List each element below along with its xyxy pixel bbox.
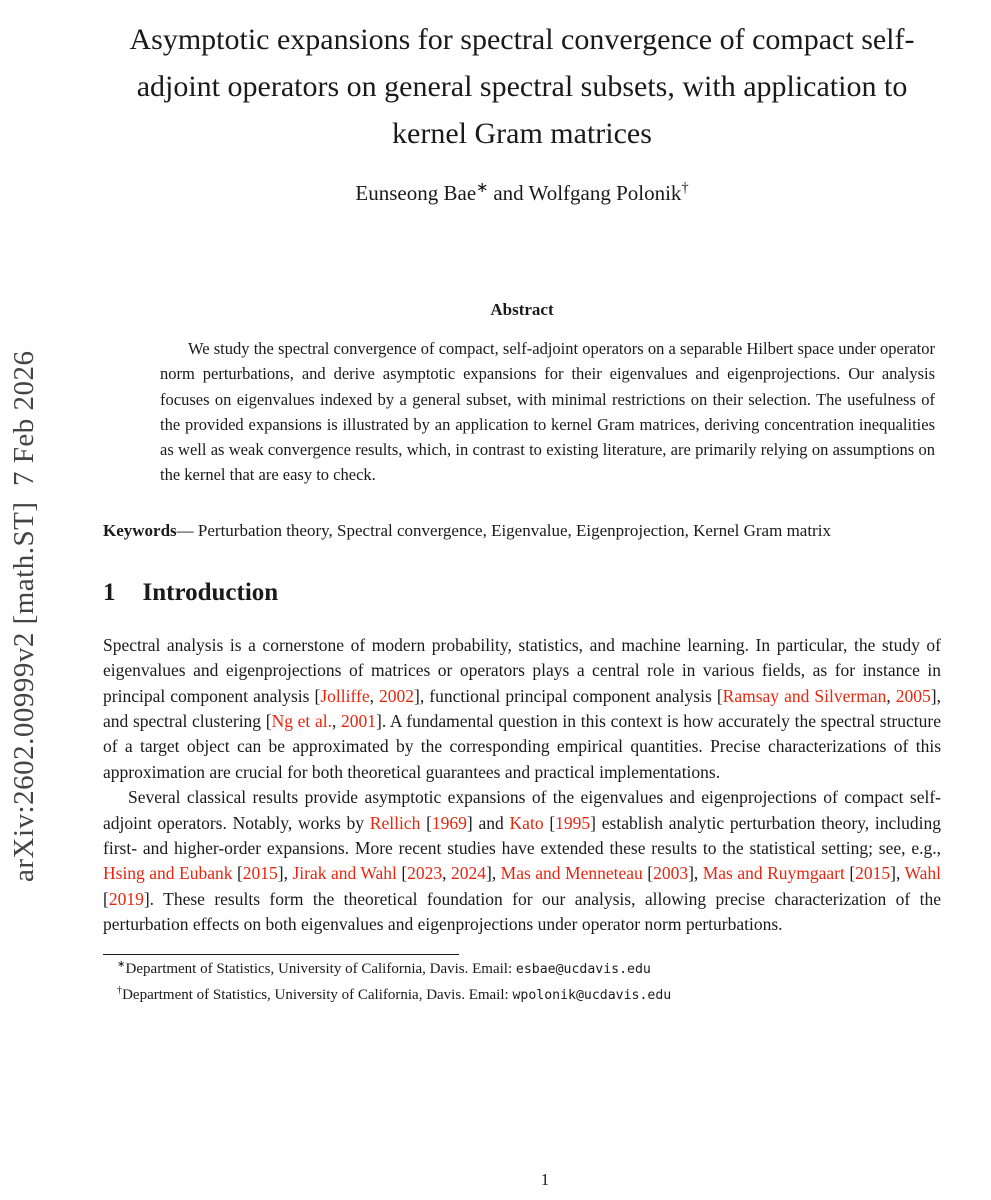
page-number: 1	[540, 1170, 550, 1189]
text-segment: ,	[369, 685, 380, 706]
email-text: esbae@ucdavis.edu	[515, 961, 651, 977]
paper-title: Asymptotic expansions for spectral convergence of compact self-adjoint operators on general spectral subsets, with application to kernel Gram matrices	[129, 23, 915, 150]
section-heading-introduction	[103, 579, 941, 607]
citation-link[interactable]: Jirak and Wahl	[292, 863, 397, 884]
abstract-heading: Abstract	[490, 300, 554, 319]
text-segment: [	[103, 888, 109, 909]
text-segment: [	[642, 863, 654, 884]
email-text: wpolonik@ucdavis.edu	[512, 987, 672, 1003]
footnote-rule	[103, 954, 459, 955]
superscript-marker: †	[681, 180, 689, 196]
citation-link[interactable]: 2015	[855, 863, 891, 884]
text-segment: ] establish analytic perturbation theory, including first- and higher-order expansions. More recent studies have extended these results to the statistical setting; see, e.g.,	[103, 812, 941, 859]
text-segment: ] and	[466, 812, 510, 833]
text-segment: ],	[890, 863, 905, 884]
text-segment: — Perturbation theory, Spectral convergence, Eigenvalue, Eigenprojection, Kernel Gram matrix	[176, 520, 831, 540]
text-segment: ], and spectral clustering [	[103, 685, 941, 731]
citation-link[interactable]: 2015	[242, 863, 278, 884]
citation-link[interactable]: Mas and Menneteau	[500, 863, 643, 884]
citation-link[interactable]: 2005	[895, 685, 931, 706]
citation-link[interactable]: Hsing and Eubank	[103, 863, 233, 884]
text-segment: ],	[688, 863, 703, 884]
section-title: Introduction	[142, 578, 279, 606]
intro-paragraph-1	[103, 633, 941, 785]
citation-link[interactable]: Ramsay and Silverman	[722, 685, 887, 706]
text-segment: Eunseong Bae	[355, 181, 477, 205]
text-segment: ]. A fundamental question in this context is how accurately the spectral structure of a target object can be approximated by the corresponding empirical quantities. Precise characterizations of this approximation are crucial for both theoretical guarantees and practical implementations.	[103, 711, 941, 782]
intro-paragraph-2	[103, 785, 941, 937]
text-segment: and Wolfgang Polonik	[488, 181, 682, 205]
citation-link[interactable]: Rellich	[369, 812, 421, 833]
footnote-author-2	[103, 984, 941, 1007]
superscript-marker: †	[117, 984, 123, 996]
citation-link[interactable]: Wahl	[904, 863, 941, 884]
abstract-text: We study the spectral convergence of compact, self-adjoint operators on a separable Hilbert space under operator norm perturbations, and derive asymptotic expansions for their eigenvalues and eigenprojections. Our analysis focuses on eigenvalues indexed by a general subset, with minimal restrictions on their selection. The usefulness of the provided expansions is illustrated by an application to kernel Gram matrices, deriving concentration inequalities as well as weak convergence results, which, in contrast to existing literature, are primarily relying on assumptions on the kernel that are easy to check.	[160, 339, 935, 485]
citation-link[interactable]: 2003	[653, 863, 689, 884]
author-line	[103, 181, 941, 206]
text-segment: ,	[331, 711, 342, 731]
footnote-author-1	[103, 958, 941, 981]
section-number: 1	[103, 578, 116, 606]
citation-link[interactable]: 1995	[555, 812, 591, 833]
citation-link[interactable]: 1969	[431, 812, 467, 833]
text-segment: Department of Statistics, University of California, Davis. Email:	[122, 986, 513, 1003]
text-segment: ]. These results form the theoretical foundation for our analysis, allowing precise characterization of the perturbation effects on both eigenvalues and eigenprojections under operator norm perturbations.	[103, 888, 941, 935]
citation-link[interactable]: Mas and Ruymgaart	[702, 863, 845, 884]
text-segment: ],	[486, 863, 501, 884]
text-segment: ,	[886, 685, 896, 706]
citation-link[interactable]: 2023	[407, 863, 443, 884]
citation-link[interactable]: 2019	[108, 888, 144, 909]
text-segment: ,	[442, 863, 451, 884]
citation-link[interactable]: 2001	[341, 711, 377, 731]
superscript-marker: ∗	[117, 958, 126, 970]
keywords-line	[103, 518, 941, 543]
keywords-label: Keywords	[103, 520, 177, 540]
citation-link[interactable]: Ng et al.	[271, 711, 332, 731]
citation-link[interactable]: Jolliffe	[320, 685, 370, 706]
text-segment: [	[232, 863, 243, 884]
paper-content	[103, 0, 941, 1007]
text-segment: ], functional principal component analysis [	[414, 685, 723, 706]
text-segment: ],	[277, 863, 293, 884]
citation-link[interactable]: 2002	[379, 685, 415, 706]
text-segment: [	[396, 863, 408, 884]
arxiv-watermark: arXiv:2602.00999v2 [math.ST] 7 Feb 2026	[8, 350, 40, 882]
text-segment: Spectral analysis is a cornerstone of modern probability, statistics, and machine learning. In particular, the study of eigenvalues and eigenprojections of matrices or operators plays a central role in various fields, as for instance in principal component analysis [	[103, 634, 941, 706]
text-segment: Several classical results provide asymptotic expansions of the eigenvalues and eigenprojections of compact self-adjoint operators. Notably, works by	[103, 787, 941, 833]
superscript-marker: ∗	[476, 180, 489, 196]
citation-link[interactable]: 2024	[451, 863, 486, 884]
text-segment: [	[543, 812, 556, 833]
text-segment: [	[844, 863, 856, 884]
text-segment: Department of Statistics, University of California, Davis. Email:	[125, 960, 516, 977]
citation-link[interactable]: Kato	[509, 812, 544, 833]
text-segment: [	[420, 812, 432, 833]
